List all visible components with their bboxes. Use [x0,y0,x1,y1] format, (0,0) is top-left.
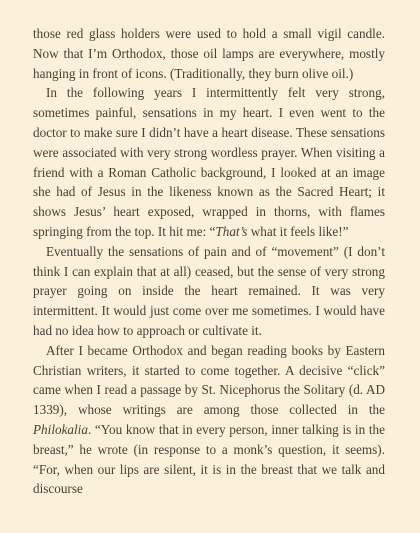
paragraph-text: what it feels like!” [247,223,349,239]
paragraph-nicephorus [33,341,385,499]
paragraph-text: Eventually the sensations of pain and of “movement” (I don’t think I can explain that at all) ceased, but the sense of very strong prayer going on inside the heart remained. It was very intermittent. It would just come over me sometimes. I would have had no idea how to approach or cultivate it. [33,243,385,338]
paragraph-vigil-candle [33,24,385,83]
paragraph-movement [33,242,385,341]
paragraph-heart-sensations [33,83,385,241]
paragraph-text: . “You know that in every person, inner talking is in the breast,” he wrote (in response to a monk’s question, it seems). “For, when our lips are silent, it is in the breast that we talk and discourse [33,421,385,497]
paragraph-text: those red glass holders were used to hold a small vigil candle. Now that I’m Orthodox, those oil lamps are everywhere, mostly hanging in front of icons. (Traditionally, they burn olive oil.) [33,26,385,81]
emphasis-text: That’s [215,223,248,239]
paragraph-text: After I became Orthodox and began reading books by Eastern Christian writers, it started to come together. A decisive “click” came when I read a passage by St. Nicephorus the Solitary (d. AD 1339), whose writings are among those collected in the [33,342,385,418]
book-title-philokalia: Philokalia [33,421,88,437]
paragraph-text: In the following years I intermittently felt very strong, sometimes painful, sensations in my heart. I even went to the doctor to make sure I didn’t have a heart disease. These sensations were associated with very strong wordless prayer. When visiting a friend with a Roman Catholic background, I looked at an image she had of Jesus in the likeness known as the Sacred Heart; it shows Jesus’ heart exposed, wrapped in thorns, with flames springing from the top. It hit me: “ [33,85,385,239]
